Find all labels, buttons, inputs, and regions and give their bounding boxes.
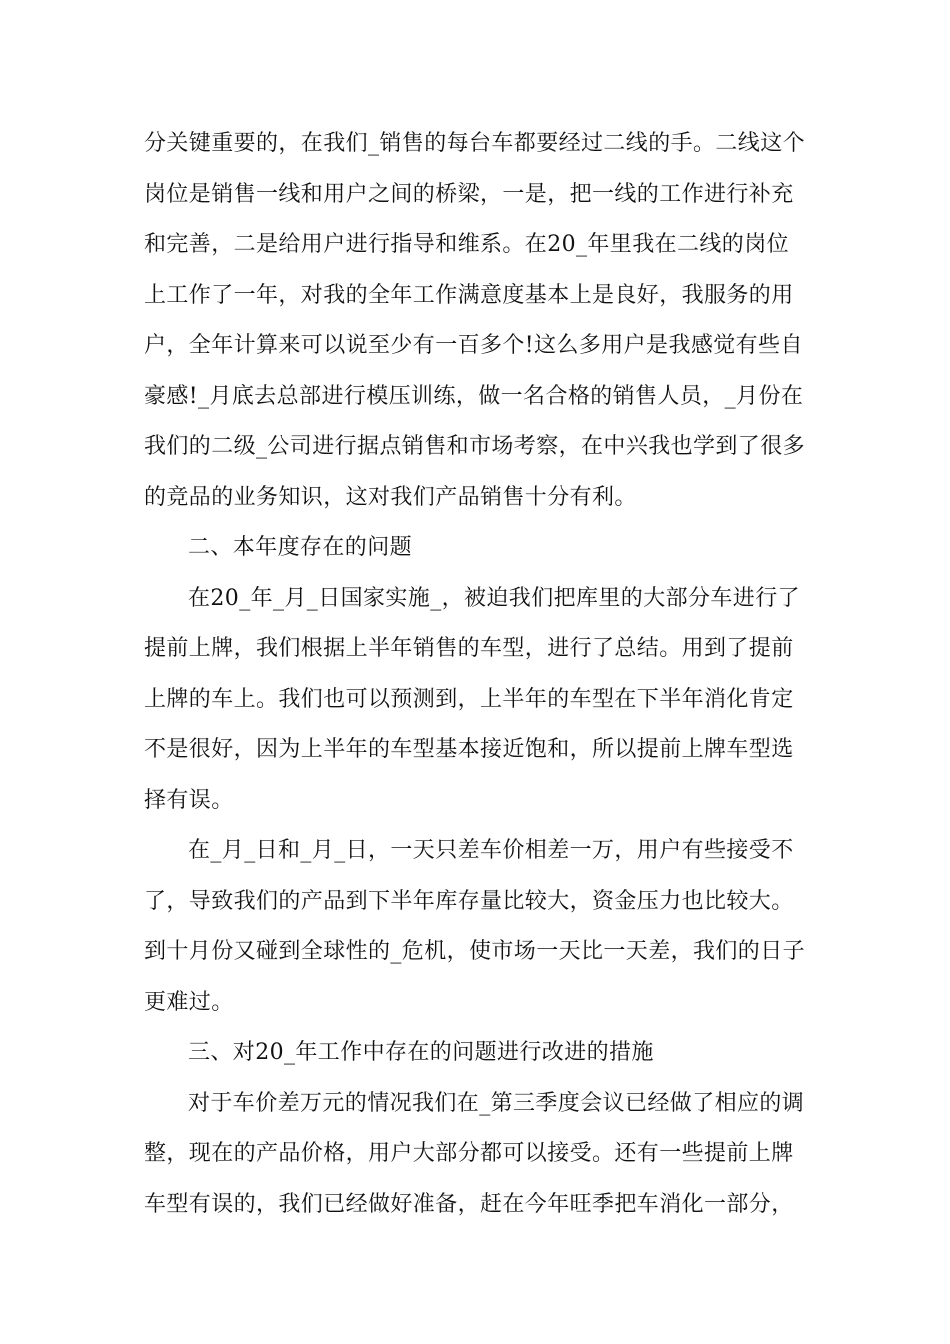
section-heading: 三、对20_年工作中存在的问题进行改进的措施 [188,1040,654,1065]
text-line: 的竞品的业务知识，这对我们产品销售十分有利。 [144,484,637,510]
text-line: 了，导致我们的产品到下半年库存量比较大，资金压力也比较大。 [144,888,794,914]
text-line: 豪感!_月底去总部进行模压训练，做一名合格的销售人员，_月份在 [144,383,804,409]
text-line: 和完善，二是给用户进行指导和维系。在20_年里我在二线的岗位 [144,232,789,257]
text-line: 整，现在的产品价格，用户大部分都可以接受。还有一些提前上牌 [144,1141,794,1166]
text-line: 更难过。 [144,989,234,1015]
text-line: 到十月份又碰到全球性的_危机，使市场一天比一天差，我们的日子 [144,939,806,964]
text-line: 岗位是销售一线和用户之间的桥梁，一是，把一线的工作进行补充 [144,181,794,207]
text-line: 上牌的车上。我们也可以预测到，上半年的车型在下半年消化肯定 [144,686,794,712]
text-line: 在_月_日和_月_日，一天只差车价相差一万，用户有些接受不 [188,838,794,863]
text-line: 提前上牌，我们根据上半年销售的车型，进行了总结。用到了提前 [144,636,794,661]
text-line: 不是很好，因为上半年的车型基本接近饱和，所以提前上牌车型选 [144,737,794,762]
text-line: 户，全年计算来可以说至少有一百多个!这么多用户是我感觉有些自 [144,333,803,358]
text-line: 车型有误的，我们已经做好准备，赶在今年旺季把车消化一部分， [144,1191,794,1217]
text-line: 对于车价差万元的情况我们在_第三季度会议已经做了相应的调 [188,1090,805,1116]
text-line: 我们的二级_公司进行据点销售和市场考察，在中兴我也学到了很多 [144,434,806,459]
document-body [144,126,808,1237]
section-heading: 二、本年度存在的问题 [188,535,413,560]
text-line: 在20_年_月_日国家实施_，被迫我们把库里的大部分车进行了 [188,585,800,611]
text-line: 择有误。 [144,787,234,813]
text-line: 分关键重要的，在我们_销售的每台车都要经过二线的手。二线这个 [144,131,806,156]
text-line: 上工作了一年，对我的全年工作满意度基本上是良好，我服务的用 [144,282,794,308]
